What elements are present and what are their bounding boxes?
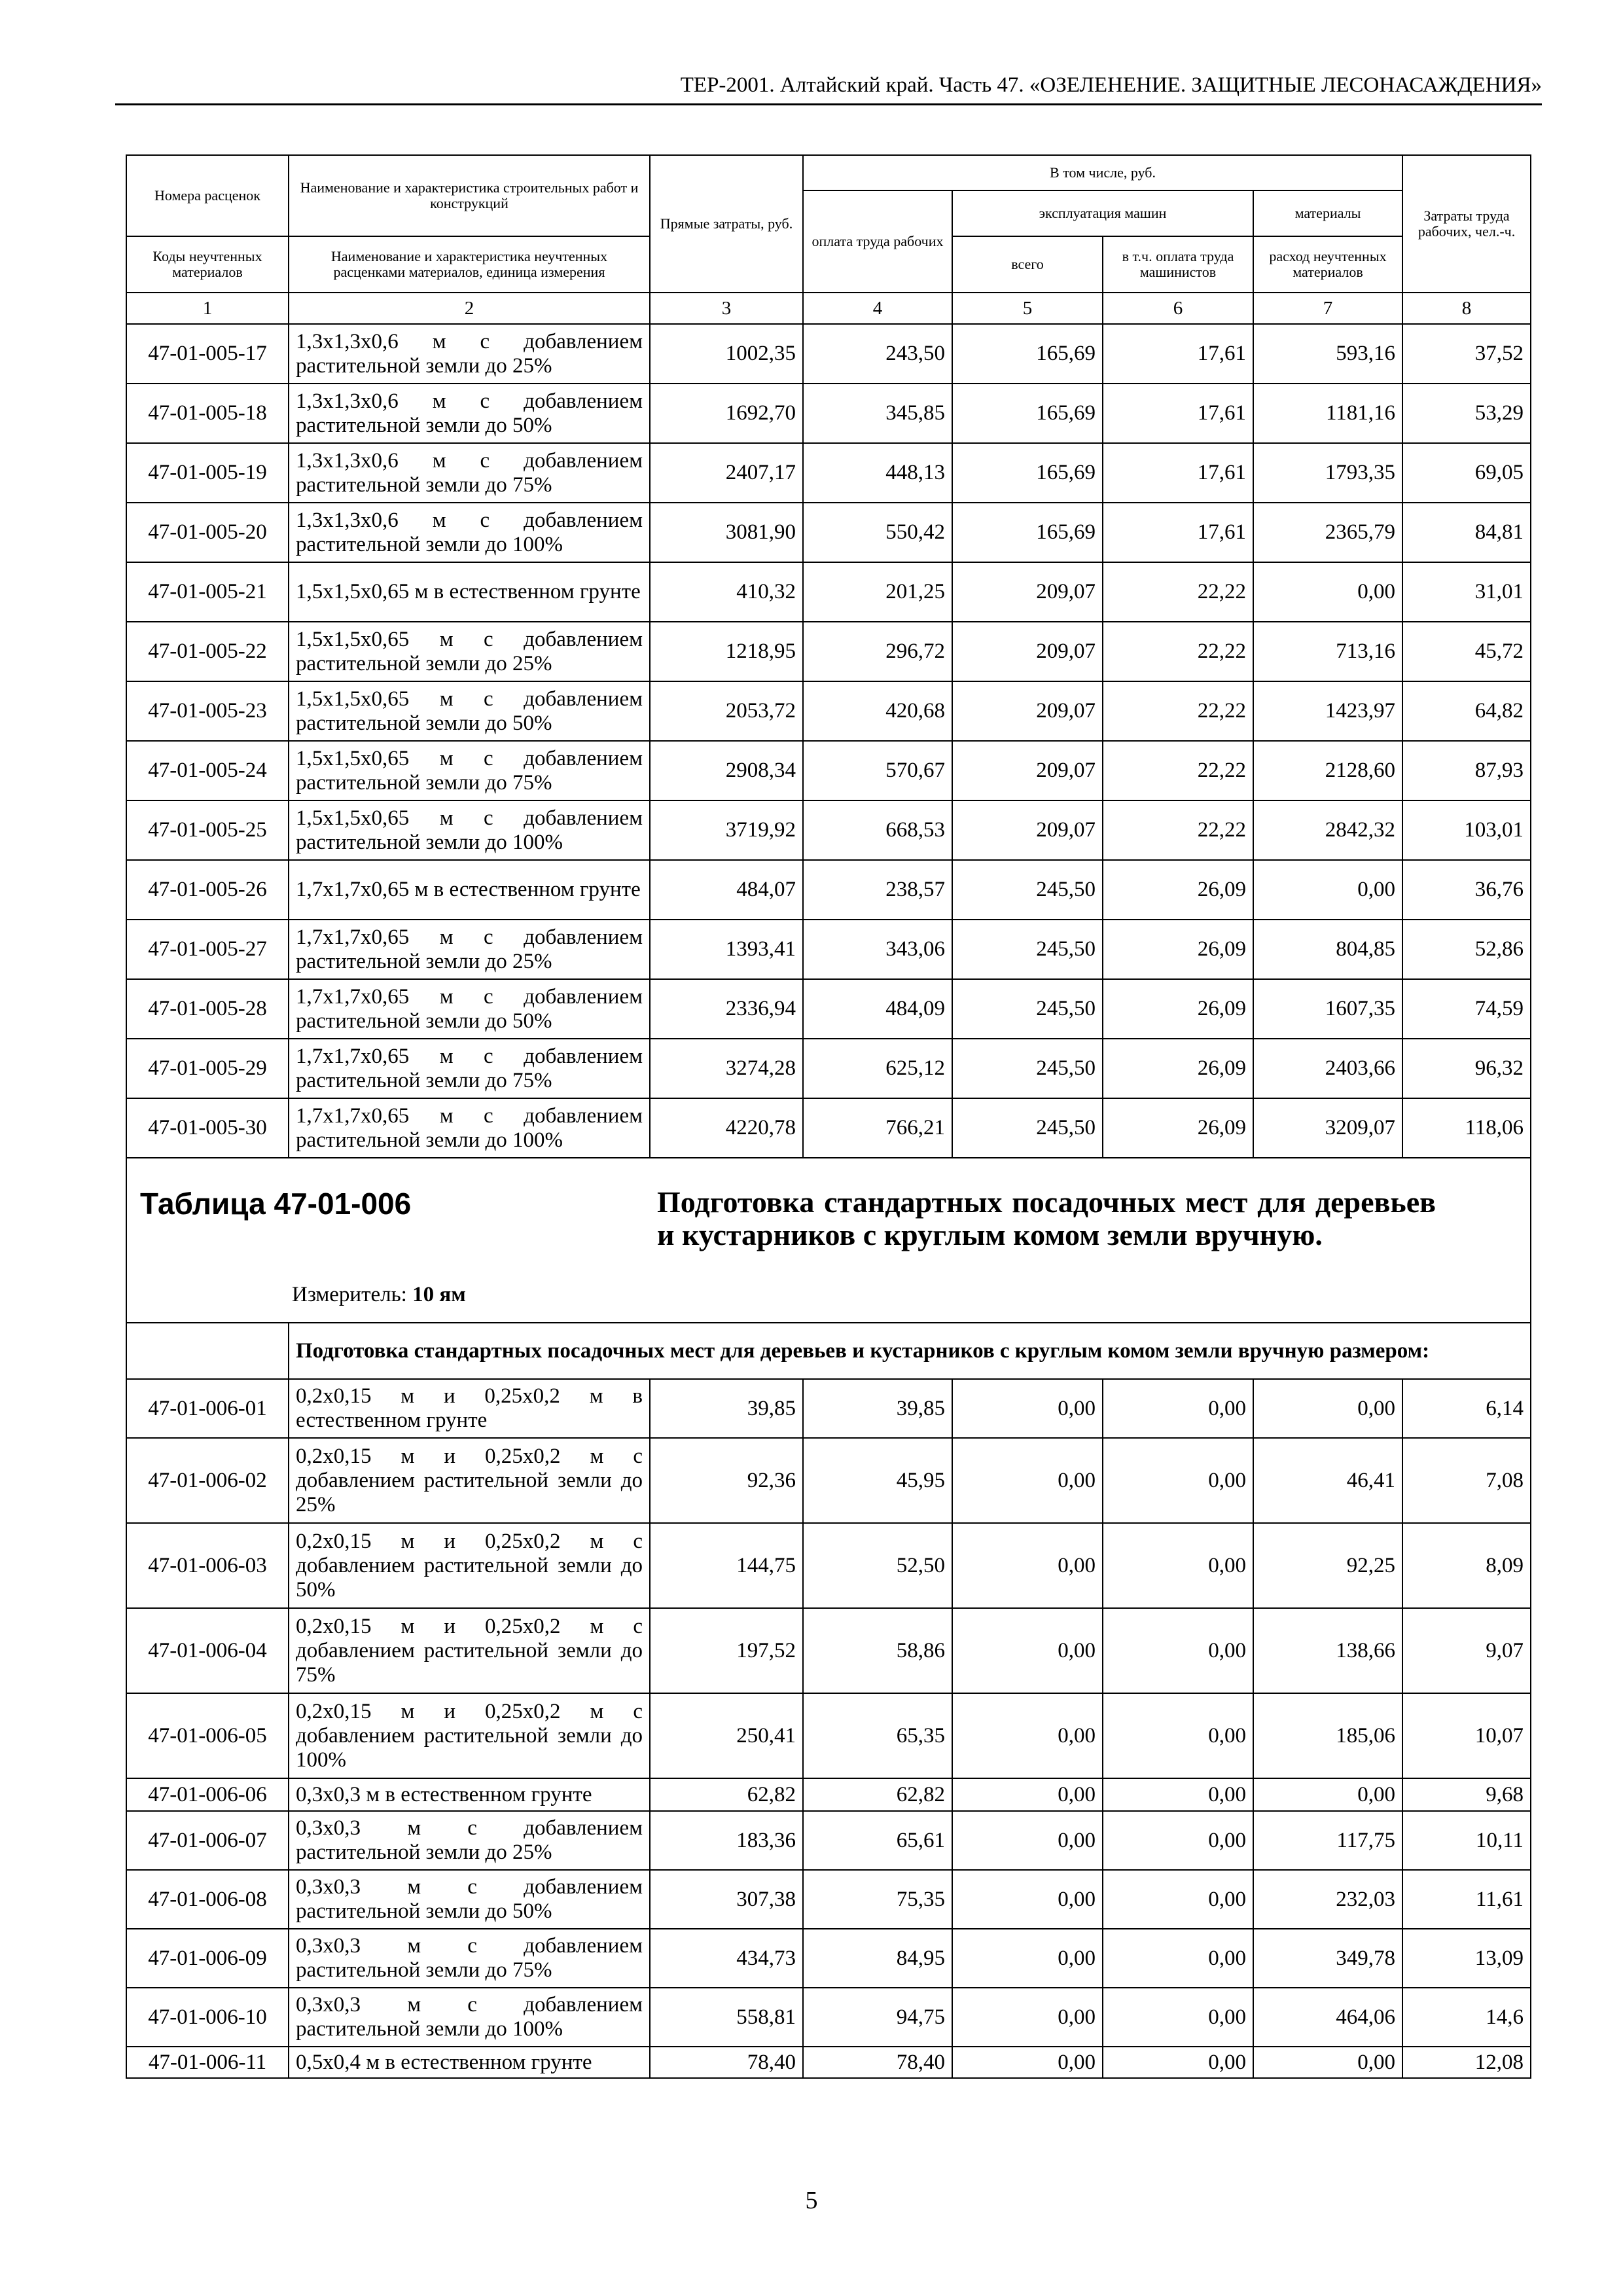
column-numbers-row bbox=[126, 293, 1531, 324]
rate-code: 47-01-005-25 bbox=[126, 800, 289, 860]
column-number: 2 bbox=[289, 293, 650, 324]
rate-code: 47-01-005-28 bbox=[126, 979, 289, 1039]
rate-value: 26,09 bbox=[1103, 1039, 1253, 1098]
rate-code: 47-01-006-11 bbox=[126, 2047, 289, 2078]
rate-value: 165,69 bbox=[952, 503, 1103, 562]
rate-value: 31,01 bbox=[1402, 562, 1531, 622]
rate-value: 94,75 bbox=[803, 1988, 952, 2047]
rate-value: 39,85 bbox=[650, 1379, 803, 1438]
rate-value: 550,42 bbox=[803, 503, 952, 562]
section-header bbox=[126, 1158, 1531, 1323]
rate-value: 92,25 bbox=[1253, 1523, 1402, 1608]
page-number: 5 bbox=[805, 2187, 818, 2214]
rate-value: 78,40 bbox=[650, 2047, 803, 2078]
rate-value: 668,53 bbox=[803, 800, 952, 860]
table-row bbox=[126, 1523, 1531, 1608]
rate-value: 0,00 bbox=[952, 1988, 1103, 2047]
rate-value: 45,72 bbox=[1402, 622, 1531, 681]
rate-code: 47-01-005-24 bbox=[126, 741, 289, 800]
rate-value: 0,00 bbox=[1103, 1693, 1253, 1778]
rate-value: 243,50 bbox=[803, 324, 952, 384]
rate-code: 47-01-006-05 bbox=[126, 1693, 289, 1778]
subheading-spacer bbox=[126, 1323, 289, 1379]
rate-value: 3081,90 bbox=[650, 503, 803, 562]
rate-value: 185,06 bbox=[1253, 1693, 1402, 1778]
rate-value: 92,36 bbox=[650, 1438, 803, 1523]
rate-value: 78,40 bbox=[803, 2047, 952, 2078]
rate-value: 0,00 bbox=[1103, 1811, 1253, 1870]
rate-value: 0,00 bbox=[952, 1438, 1103, 1523]
rate-value: 0,00 bbox=[1103, 1988, 1253, 2047]
table-row bbox=[126, 860, 1531, 920]
rate-value: 448,13 bbox=[803, 443, 952, 503]
rate-value: 26,09 bbox=[1103, 979, 1253, 1039]
rate-value: 75,35 bbox=[803, 1870, 952, 1929]
rate-value: 0,00 bbox=[952, 1693, 1103, 1778]
rate-value: 46,41 bbox=[1253, 1438, 1402, 1523]
rate-name: 0,3х0,3 м с добавлением растительной земли до 75% bbox=[289, 1929, 650, 1988]
table-row bbox=[126, 920, 1531, 979]
rate-code: 47-01-005-26 bbox=[126, 860, 289, 920]
rate-name: 0,5х0,4 м в естественном грунте bbox=[289, 2047, 650, 2078]
rate-code: 47-01-005-29 bbox=[126, 1039, 289, 1098]
table-row bbox=[126, 324, 1531, 384]
rate-value: 1218,95 bbox=[650, 622, 803, 681]
rate-code: 47-01-006-01 bbox=[126, 1379, 289, 1438]
rate-code: 47-01-006-08 bbox=[126, 1870, 289, 1929]
rate-code: 47-01-006-02 bbox=[126, 1438, 289, 1523]
rate-value: 17,61 bbox=[1103, 443, 1253, 503]
rate-value: 0,00 bbox=[952, 1811, 1103, 1870]
rate-value: 45,95 bbox=[803, 1438, 952, 1523]
table-row bbox=[126, 503, 1531, 562]
rate-code: 47-01-006-04 bbox=[126, 1608, 289, 1693]
rate-value: 484,09 bbox=[803, 979, 952, 1039]
rate-value: 62,82 bbox=[803, 1778, 952, 1811]
rate-value: 0,00 bbox=[952, 2047, 1103, 2078]
header-machinist-pay: в т.ч. оплата труда машинистов bbox=[1103, 236, 1253, 293]
rate-value: 165,69 bbox=[952, 443, 1103, 503]
rate-name: 1,5х1,5х0,65 м с добавлением растительной земли до 100% bbox=[289, 800, 650, 860]
rate-value: 118,06 bbox=[1402, 1098, 1531, 1158]
column-number: 6 bbox=[1103, 293, 1253, 324]
rate-value: 4220,78 bbox=[650, 1098, 803, 1158]
header-unaccounted-consumption: расход неучтенных материалов bbox=[1253, 236, 1402, 293]
rate-name: 1,7х1,7х0,65 м с добавлением растительной земли до 75% bbox=[289, 1039, 650, 1098]
rate-value: 9,68 bbox=[1402, 1778, 1531, 1811]
rate-value: 22,22 bbox=[1103, 622, 1253, 681]
rate-value: 2407,17 bbox=[650, 443, 803, 503]
rate-name: 0,2х0,15 м и 0,25х0,2 м с добавлением растительной земли до 100% bbox=[289, 1693, 650, 1778]
rate-value: 39,85 bbox=[803, 1379, 952, 1438]
rate-code: 47-01-005-17 bbox=[126, 324, 289, 384]
rate-value: 245,50 bbox=[952, 979, 1103, 1039]
column-number: 4 bbox=[803, 293, 952, 324]
rate-name: 0,3х0,3 м с добавлением растительной земли до 50% bbox=[289, 1870, 650, 1929]
rate-name: 0,3х0,3 м с добавлением растительной земли до 100% bbox=[289, 1988, 650, 2047]
header-codes: Коды неучтенных материалов bbox=[126, 236, 289, 293]
header-worker-pay: оплата труда рабочих bbox=[803, 190, 952, 293]
rate-name: 1,5х1,5х0,65 м с добавлением растительной земли до 25% bbox=[289, 622, 650, 681]
table-row bbox=[126, 1608, 1531, 1693]
rate-value: 6,14 bbox=[1402, 1379, 1531, 1438]
rate-value: 343,06 bbox=[803, 920, 952, 979]
subheading-row bbox=[126, 1323, 1531, 1379]
rate-code: 47-01-006-10 bbox=[126, 1988, 289, 2047]
rate-value: 570,67 bbox=[803, 741, 952, 800]
rate-value: 209,07 bbox=[952, 741, 1103, 800]
table-row bbox=[126, 800, 1531, 860]
rate-value: 17,61 bbox=[1103, 324, 1253, 384]
rate-value: 0,00 bbox=[1103, 1870, 1253, 1929]
rate-value: 3719,92 bbox=[650, 800, 803, 860]
rate-value: 1002,35 bbox=[650, 324, 803, 384]
rate-code: 47-01-005-20 bbox=[126, 503, 289, 562]
table-row bbox=[126, 562, 1531, 622]
rate-code: 47-01-005-23 bbox=[126, 681, 289, 741]
rate-value: 245,50 bbox=[952, 1039, 1103, 1098]
rate-value: 209,07 bbox=[952, 622, 1103, 681]
rate-value: 1393,41 bbox=[650, 920, 803, 979]
rate-name: 0,3х0,3 м с добавлением растительной земли до 25% bbox=[289, 1811, 650, 1870]
rate-value: 2128,60 bbox=[1253, 741, 1402, 800]
rate-value: 349,78 bbox=[1253, 1929, 1402, 1988]
rate-value: 10,11 bbox=[1402, 1811, 1531, 1870]
rate-name: 1,5х1,5х0,65 м с добавлением растительной земли до 75% bbox=[289, 741, 650, 800]
header-rates-numbers: Номера расценок bbox=[126, 155, 289, 236]
rate-value: 0,00 bbox=[1103, 1778, 1253, 1811]
rate-value: 53,29 bbox=[1402, 384, 1531, 443]
rate-value: 84,81 bbox=[1402, 503, 1531, 562]
rate-name: 0,2х0,15 м и 0,25х0,2 м в естественном грунте bbox=[289, 1379, 650, 1438]
rate-value: 558,81 bbox=[650, 1988, 803, 2047]
table-row bbox=[126, 1039, 1531, 1098]
rate-code: 47-01-006-07 bbox=[126, 1811, 289, 1870]
column-number: 3 bbox=[650, 293, 803, 324]
rate-value: 1793,35 bbox=[1253, 443, 1402, 503]
rate-value: 36,76 bbox=[1402, 860, 1531, 920]
rate-name: 0,2х0,15 м и 0,25х0,2 м с добавлением растительной земли до 75% bbox=[289, 1608, 650, 1693]
rate-value: 238,57 bbox=[803, 860, 952, 920]
rate-value: 10,07 bbox=[1402, 1693, 1531, 1778]
rate-value: 3209,07 bbox=[1253, 1098, 1402, 1158]
rate-name: 1,3х1,3х0,6 м с добавлением растительной земли до 100% bbox=[289, 503, 650, 562]
rate-value: 14,6 bbox=[1402, 1988, 1531, 2047]
rate-value: 434,73 bbox=[650, 1929, 803, 1988]
rate-value: 0,00 bbox=[952, 1929, 1103, 1988]
table-row bbox=[126, 1438, 1531, 1523]
rate-value: 245,50 bbox=[952, 1098, 1103, 1158]
rate-value: 17,61 bbox=[1103, 384, 1253, 443]
rate-value: 37,52 bbox=[1402, 324, 1531, 384]
column-number: 8 bbox=[1402, 293, 1531, 324]
rate-value: 0,00 bbox=[952, 1379, 1103, 1438]
rate-value: 13,09 bbox=[1402, 1929, 1531, 1988]
rate-value: 2336,94 bbox=[650, 979, 803, 1039]
table-row bbox=[126, 1811, 1531, 1870]
rate-name: 1,3х1,3х0,6 м с добавлением растительной земли до 25% bbox=[289, 324, 650, 384]
rate-name: 1,5х1,5х0,65 м в естественном грунте bbox=[289, 562, 650, 622]
header-total: всего bbox=[952, 236, 1103, 293]
rate-value: 245,50 bbox=[952, 920, 1103, 979]
rate-value: 0,00 bbox=[1103, 2047, 1253, 2078]
column-number: 1 bbox=[126, 293, 289, 324]
rate-value: 0,00 bbox=[1103, 1523, 1253, 1608]
table-row bbox=[126, 1098, 1531, 1158]
rate-value: 74,59 bbox=[1402, 979, 1531, 1039]
rate-code: 47-01-005-21 bbox=[126, 562, 289, 622]
subheading: Подготовка стандартных посадочных мест для деревьев и кустарников с круглым комом земли вручную размером: bbox=[289, 1323, 1531, 1379]
rate-value: 84,95 bbox=[803, 1929, 952, 1988]
rate-code: 47-01-005-30 bbox=[126, 1098, 289, 1158]
rate-value: 197,52 bbox=[650, 1608, 803, 1693]
rates-table bbox=[126, 154, 1531, 2079]
header-direct-costs: Прямые затраты, руб. bbox=[650, 155, 803, 293]
rate-value: 87,93 bbox=[1402, 741, 1531, 800]
header-labor: Затраты труда рабочих, чел.-ч. bbox=[1402, 155, 1531, 293]
table-row bbox=[126, 1929, 1531, 1988]
table-row bbox=[126, 622, 1531, 681]
rate-value: 17,61 bbox=[1103, 503, 1253, 562]
rate-value: 2842,32 bbox=[1253, 800, 1402, 860]
rate-value: 0,00 bbox=[1103, 1438, 1253, 1523]
measure bbox=[292, 1283, 466, 1307]
rate-code: 47-01-005-22 bbox=[126, 622, 289, 681]
rate-value: 209,07 bbox=[952, 562, 1103, 622]
header-machines: эксплуатация машин bbox=[952, 190, 1253, 236]
rate-value: 22,22 bbox=[1103, 800, 1253, 860]
rate-value: 209,07 bbox=[952, 800, 1103, 860]
section-header-row bbox=[126, 1158, 1531, 1323]
rate-value: 0,00 bbox=[952, 1778, 1103, 1811]
rate-code: 47-01-005-19 bbox=[126, 443, 289, 503]
rate-value: 209,07 bbox=[952, 681, 1103, 741]
rate-value: 0,00 bbox=[1103, 1929, 1253, 1988]
rate-name: 1,7х1,7х0,65 м с добавлением растительной земли до 25% bbox=[289, 920, 650, 979]
rate-value: 250,41 bbox=[650, 1693, 803, 1778]
rate-code: 47-01-005-27 bbox=[126, 920, 289, 979]
rate-value: 8,09 bbox=[1402, 1523, 1531, 1608]
rate-value: 64,82 bbox=[1402, 681, 1531, 741]
rate-value: 1423,97 bbox=[1253, 681, 1402, 741]
rate-value: 1692,70 bbox=[650, 384, 803, 443]
rate-code: 47-01-006-03 bbox=[126, 1523, 289, 1608]
measure-label: Измеритель: bbox=[292, 1283, 407, 1306]
rate-value: 7,08 bbox=[1402, 1438, 1531, 1523]
table-row bbox=[126, 2047, 1531, 2078]
rate-value: 0,00 bbox=[952, 1870, 1103, 1929]
rate-value: 0,00 bbox=[1253, 860, 1402, 920]
table-row bbox=[126, 979, 1531, 1039]
rate-value: 0,00 bbox=[952, 1523, 1103, 1608]
table-row bbox=[126, 384, 1531, 443]
table-row bbox=[126, 1778, 1531, 1811]
rate-value: 165,69 bbox=[952, 324, 1103, 384]
rate-value: 420,68 bbox=[803, 681, 952, 741]
rate-name: 0,2х0,15 м и 0,25х0,2 м с добавлением растительной земли до 50% bbox=[289, 1523, 650, 1608]
rate-value: 138,66 bbox=[1253, 1608, 1402, 1693]
measure-value: 10 ям bbox=[412, 1283, 466, 1306]
rate-value: 165,69 bbox=[952, 384, 1103, 443]
table-label: Таблица 47-01-006 bbox=[140, 1187, 412, 1221]
rate-value: 296,72 bbox=[803, 622, 952, 681]
rate-value: 144,75 bbox=[650, 1523, 803, 1608]
rate-value: 9,07 bbox=[1402, 1608, 1531, 1693]
rate-name: 1,5х1,5х0,65 м с добавлением растительной земли до 50% bbox=[289, 681, 650, 741]
rate-name: 1,7х1,7х0,65 м с добавлением растительной земли до 100% bbox=[289, 1098, 650, 1158]
rate-value: 804,85 bbox=[1253, 920, 1402, 979]
table-row bbox=[126, 741, 1531, 800]
rate-value: 625,12 bbox=[803, 1039, 952, 1098]
column-number: 5 bbox=[952, 293, 1103, 324]
rate-name: 1,7х1,7х0,65 м в естественном грунте bbox=[289, 860, 650, 920]
header-including: В том числе, руб. bbox=[803, 155, 1402, 190]
rate-value: 22,22 bbox=[1103, 741, 1253, 800]
rate-name: 1,3х1,3х0,6 м с добавлением растительной земли до 75% bbox=[289, 443, 650, 503]
rate-name: 0,2х0,15 м и 0,25х0,2 м с добавлением растительной земли до 25% bbox=[289, 1438, 650, 1523]
rate-value: 52,50 bbox=[803, 1523, 952, 1608]
rate-value: 593,16 bbox=[1253, 324, 1402, 384]
rate-value: 69,05 bbox=[1402, 443, 1531, 503]
rate-value: 26,09 bbox=[1103, 920, 1253, 979]
rate-value: 3274,28 bbox=[650, 1039, 803, 1098]
rate-value: 2403,66 bbox=[1253, 1039, 1402, 1098]
rate-value: 11,61 bbox=[1402, 1870, 1531, 1929]
rate-value: 0,00 bbox=[1103, 1608, 1253, 1693]
rate-value: 26,09 bbox=[1103, 860, 1253, 920]
rate-value: 307,38 bbox=[650, 1870, 803, 1929]
rate-value: 484,07 bbox=[650, 860, 803, 920]
section-title: Подготовка стандартных посадочных мест для деревьев и кустарников с круглым комом земли вручную. bbox=[657, 1185, 1436, 1251]
rate-value: 345,85 bbox=[803, 384, 952, 443]
rate-value: 0,00 bbox=[1103, 1379, 1253, 1438]
table-row bbox=[126, 1379, 1531, 1438]
rate-value: 62,82 bbox=[650, 1778, 803, 1811]
header-work-name: Наименование и характеристика строительных работ и конструкций bbox=[289, 155, 650, 236]
rate-value: 103,01 bbox=[1402, 800, 1531, 860]
header-unaccounted-names: Наименование и характеристика неучтенных расценками материалов, единица измерения bbox=[289, 236, 650, 293]
rate-value: 1181,16 bbox=[1253, 384, 1402, 443]
rate-code: 47-01-006-09 bbox=[126, 1929, 289, 1988]
rate-value: 0,00 bbox=[1253, 2047, 1402, 2078]
rate-value: 65,35 bbox=[803, 1693, 952, 1778]
rate-value: 26,09 bbox=[1103, 1098, 1253, 1158]
rate-value: 0,00 bbox=[1253, 1379, 1402, 1438]
rate-value: 201,25 bbox=[803, 562, 952, 622]
rate-name: 1,3х1,3х0,6 м с добавлением растительной земли до 50% bbox=[289, 384, 650, 443]
rate-value: 52,86 bbox=[1402, 920, 1531, 979]
rate-value: 0,00 bbox=[952, 1608, 1103, 1693]
rate-value: 117,75 bbox=[1253, 1811, 1402, 1870]
rate-value: 2908,34 bbox=[650, 741, 803, 800]
rate-value: 2365,79 bbox=[1253, 503, 1402, 562]
rate-value: 96,32 bbox=[1402, 1039, 1531, 1098]
rate-code: 47-01-006-06 bbox=[126, 1778, 289, 1811]
rate-value: 0,00 bbox=[1253, 1778, 1402, 1811]
rate-code: 47-01-005-18 bbox=[126, 384, 289, 443]
rate-value: 766,21 bbox=[803, 1098, 952, 1158]
rate-value: 65,61 bbox=[803, 1811, 952, 1870]
rate-value: 2053,72 bbox=[650, 681, 803, 741]
rate-value: 232,03 bbox=[1253, 1870, 1402, 1929]
rate-value: 0,00 bbox=[1253, 562, 1402, 622]
rate-value: 58,86 bbox=[803, 1608, 952, 1693]
header-materials: материалы bbox=[1253, 190, 1402, 236]
table-row bbox=[126, 1693, 1531, 1778]
table-row bbox=[126, 443, 1531, 503]
rate-name: 0,3х0,3 м в естественном грунте bbox=[289, 1778, 650, 1811]
rate-value: 22,22 bbox=[1103, 562, 1253, 622]
rate-value: 410,32 bbox=[650, 562, 803, 622]
rate-value: 464,06 bbox=[1253, 1988, 1402, 2047]
rate-value: 1607,35 bbox=[1253, 979, 1402, 1039]
rate-value: 12,08 bbox=[1402, 2047, 1531, 2078]
table-row bbox=[126, 681, 1531, 741]
column-number: 7 bbox=[1253, 293, 1402, 324]
table-row bbox=[126, 1988, 1531, 2047]
rate-value: 713,16 bbox=[1253, 622, 1402, 681]
rate-value: 245,50 bbox=[952, 860, 1103, 920]
table-row bbox=[126, 1870, 1531, 1929]
rate-value: 22,22 bbox=[1103, 681, 1253, 741]
page-header: ТЕР-2001. Алтайский край. Часть 47. «ОЗЕЛЕНЕНИЕ. ЗАЩИТНЫЕ ЛЕСОНАСАЖДЕНИЯ» bbox=[115, 73, 1542, 105]
rate-name: 1,7х1,7х0,65 м с добавлением растительной земли до 50% bbox=[289, 979, 650, 1039]
rate-value: 183,36 bbox=[650, 1811, 803, 1870]
